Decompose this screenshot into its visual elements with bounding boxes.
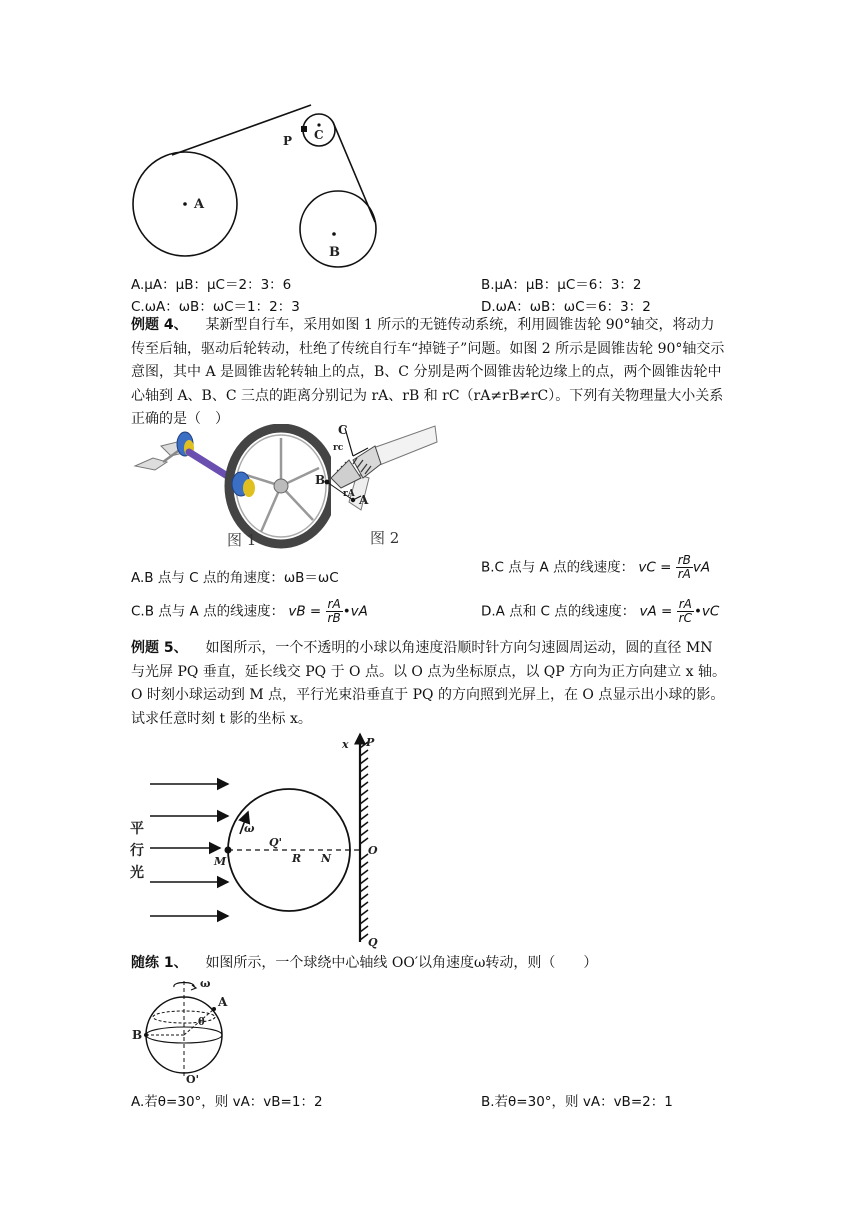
label-a: A <box>194 197 205 212</box>
q4-formula-d-rhs: •vC <box>693 603 720 620</box>
q3-option-d: D.ωA：ωB：ωC＝6：3：2 <box>481 299 651 315</box>
label-r: R <box>292 852 302 865</box>
label-c: C <box>314 128 324 142</box>
q4-formula-c-rhs: •vA <box>342 603 368 620</box>
q4-option-c <box>131 598 368 625</box>
q5-paragraph <box>131 637 727 731</box>
q4-text: 某新型自行车，采用如图 1 所示的无链传动系统，利用圆锥齿轮 90°轴交，将动力传至后轴，驱动后轮转动，杜绝了传统自行车“掉链子”问题。如图 2 所示是圆锥齿轮 90°轴交示意图，其中 A 是圆锥齿轮转轴上的点，B、C 分别是两个圆锥齿轮边缘上的点，两个圆锥齿轮中心轴到 A、B、C 三点的距离分别记为 rA、rB 和 rC（rA≠rB≠rC）。下列有关物理量大小关系正确的是（ ） <box>131 317 725 427</box>
q4-formula-d-lhs: vA = <box>639 603 677 620</box>
label-b: B <box>132 1028 143 1042</box>
q4-formula-c-den: rB <box>327 611 341 625</box>
q4-formula-c-lhs: vB = <box>288 603 326 620</box>
label-q: Q <box>368 936 378 949</box>
q4-paragraph <box>131 314 727 432</box>
label-o: O <box>368 844 378 857</box>
q4-formula-b-fraction <box>676 554 693 581</box>
q4-option-a: A.B 点与 C 点的角速度：ωB＝ωC <box>131 570 339 586</box>
practice1-paragraph <box>131 952 727 976</box>
label-light-3: 光 <box>130 865 144 881</box>
q5-tag: 例题 5、 <box>131 640 188 656</box>
q5-text: 如图所示，一个不透明的小球以角速度沿顺时针方向匀速圆周运动，圆的直径 MN 与光屏 PQ 垂直，延长线交 PQ 于 O 点。以 O 点为坐标原点，以 QP 方向为正方向建立 x 轴。O 时刻小球运动到 M 点，平行光束沿垂直于 PQ 的方向照到光屏上，在 O 点显示出小球的影。试求任意时刻 t 影的坐标 x。 <box>131 640 726 727</box>
point-p-marker <box>301 126 307 132</box>
q3-option-c: C.ωA：ωB：ωC＝1：2：3 <box>131 299 300 315</box>
label-omega: ω <box>244 822 255 835</box>
rotating-sphere-figure <box>128 973 238 1085</box>
q4-option-d-prefix: D.A 点和 C 点的线速度： <box>481 603 636 620</box>
belt-segment <box>333 122 375 222</box>
q4-tag: 例题 4、 <box>131 317 188 333</box>
q4-option-c-prefix: C.B 点与 A 点的线速度： <box>131 603 285 620</box>
label-light-1: 平 <box>130 821 144 837</box>
practice1-option-a: A.若θ=30°，则 vA：vB=1：2 <box>131 1094 323 1110</box>
fig2-label-a: A <box>359 493 369 507</box>
fig2-label-c: C <box>338 423 348 437</box>
label-n: N <box>321 852 332 865</box>
q4-formula-c-fraction <box>326 598 343 625</box>
label-theta: θ <box>198 1017 205 1028</box>
practice1-tag: 随练 1、 <box>131 955 188 971</box>
label-p: P <box>366 736 375 749</box>
pulley-belt-figure <box>128 100 388 272</box>
fig2-label-ra: rA <box>343 489 355 499</box>
label-b: B <box>329 245 340 260</box>
q4-option-b <box>481 554 710 581</box>
pedal-icon <box>135 458 167 470</box>
label-light-2: 行 <box>130 843 144 859</box>
q4-formula-b-num: rB <box>677 553 691 567</box>
fig1-caption: 图 1 <box>227 531 257 549</box>
fig2-label-rc: rc <box>333 443 344 453</box>
q3-option-a: A.μA：μB：μC＝2：3：6 <box>131 277 292 293</box>
label-o-prime: O' <box>186 1073 199 1085</box>
q4-option-b-prefix: B.C 点与 A 点的线速度： <box>481 559 635 576</box>
q4-formula-c-num: rA <box>326 598 343 612</box>
q3-option-b: B.μA：μB：μC＝6：3：2 <box>481 277 642 293</box>
bevel-gear-figure <box>313 420 443 530</box>
shadow-projection-figure <box>128 728 388 950</box>
q4-formula-d-num: rA <box>677 598 694 612</box>
fig2-caption: 图 2 <box>370 529 400 547</box>
q4-formula-d-den: rC <box>678 611 692 625</box>
q4-formula-d-fraction <box>677 598 694 625</box>
q4-formula-b-rhs: vA <box>692 559 711 576</box>
label-m: M <box>214 855 227 868</box>
label-x: x <box>342 738 349 751</box>
q4-formula-b-lhs: vC = <box>638 559 676 576</box>
ball-at-m <box>225 847 232 854</box>
practice1-text: 如图所示，一个球绕中心轴线 OO′以角速度ω转动，则（ ） <box>205 955 598 971</box>
label-p: P <box>283 134 293 148</box>
gear-shaft-top <box>373 426 437 466</box>
fig2-label-b: B <box>315 473 326 487</box>
q4-formula-b-den: rA <box>677 567 691 581</box>
practice1-option-b: B.若θ=30°，则 vA：vB=2：1 <box>481 1094 673 1110</box>
label-omega: ω <box>200 977 211 990</box>
q4-option-d <box>481 598 719 625</box>
label-q-prime: Q' <box>269 836 282 849</box>
label-a: A <box>218 995 228 1009</box>
